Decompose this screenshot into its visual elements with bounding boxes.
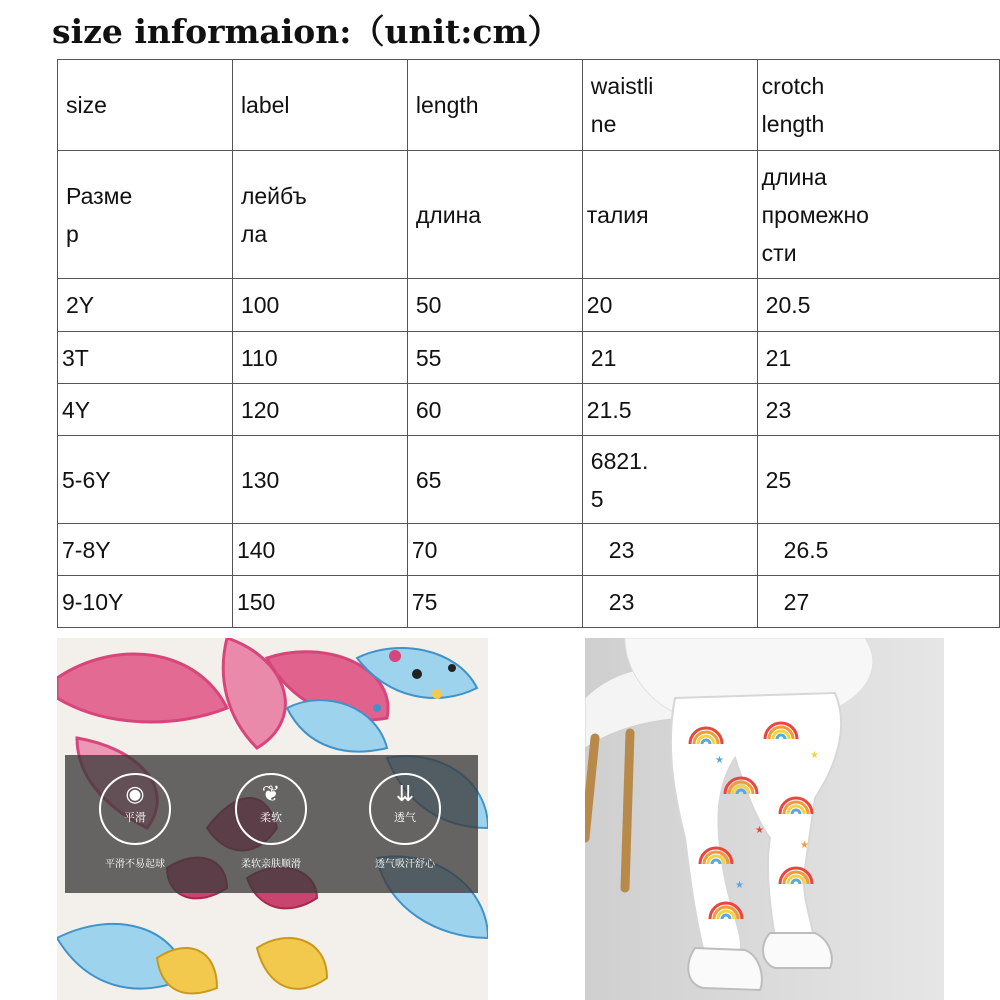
table-cell: 60 bbox=[407, 384, 582, 436]
table-row bbox=[58, 524, 1000, 576]
table-row bbox=[58, 576, 1000, 628]
model-leggings-illustration bbox=[585, 638, 944, 1000]
table-cell: 26.5 bbox=[757, 524, 999, 576]
table-header-cell: crotch length bbox=[757, 60, 999, 151]
table-header-cell: лейбъ ла bbox=[232, 151, 407, 279]
smooth-icon: ◉ bbox=[125, 781, 145, 806]
svg-text:★: ★ bbox=[810, 750, 819, 761]
table-cell: 70 bbox=[407, 524, 582, 576]
svg-text:★: ★ bbox=[755, 825, 764, 836]
table-header-cell: Разме р bbox=[58, 151, 233, 279]
table-cell: 21 bbox=[582, 332, 757, 384]
table-cell: 100 bbox=[232, 279, 407, 332]
table-cell: 130 bbox=[232, 436, 407, 524]
table-cell: 50 bbox=[407, 279, 582, 332]
table-cell: 5-6Y bbox=[58, 436, 233, 524]
table-header-cell: длина промежно сти bbox=[757, 151, 999, 279]
table-header-row-ru bbox=[58, 151, 1000, 279]
table-header-row-en bbox=[58, 60, 1000, 151]
table-header-cell: waistli ne bbox=[582, 60, 757, 151]
table-cell: 20.5 bbox=[757, 279, 999, 332]
table-cell: 110 bbox=[232, 332, 407, 384]
table-row bbox=[58, 384, 1000, 436]
table-header-cell: size bbox=[58, 60, 233, 151]
table-row bbox=[58, 279, 1000, 332]
table-cell: 140 bbox=[232, 524, 407, 576]
table-cell: 2Y bbox=[58, 279, 233, 332]
table-cell: 6821. 5 bbox=[582, 436, 757, 524]
table-cell: 27 bbox=[757, 576, 999, 628]
svg-text:★: ★ bbox=[735, 880, 744, 891]
svg-text:★: ★ bbox=[715, 755, 724, 766]
soft-leaf-icon: ❦ bbox=[261, 781, 281, 806]
breathable-icon: ⇊ bbox=[395, 781, 415, 806]
table-cell: 150 bbox=[232, 576, 407, 628]
table-cell: 25 bbox=[757, 436, 999, 524]
table-cell: 75 bbox=[407, 576, 582, 628]
table-cell: 9-10Y bbox=[58, 576, 233, 628]
table-cell: 7-8Y bbox=[58, 524, 233, 576]
table-cell: 4Y bbox=[58, 384, 233, 436]
page-title: size informaion:（unit:cm） bbox=[52, 12, 561, 51]
feature-overlay-band bbox=[65, 755, 478, 893]
table-cell: 65 bbox=[407, 436, 582, 524]
table-header-cell: длина bbox=[407, 151, 582, 279]
feature-smooth: ◉ 平滑 平滑不易起球 bbox=[75, 773, 195, 870]
size-table bbox=[57, 59, 1000, 628]
feature-soft: ❦ 柔软 柔软亲肤顺滑 bbox=[211, 773, 331, 870]
table-cell: 23 bbox=[582, 524, 757, 576]
table-header-cell: length bbox=[407, 60, 582, 151]
table-cell: 23 bbox=[757, 384, 999, 436]
table-header-cell: label bbox=[232, 60, 407, 151]
table-cell: 55 bbox=[407, 332, 582, 384]
table-cell: 21 bbox=[757, 332, 999, 384]
table-cell: 120 bbox=[232, 384, 407, 436]
model-photo bbox=[585, 638, 944, 1000]
fabric-closeup-photo bbox=[57, 638, 488, 1000]
feature-breathable: ⇊ 透气 透气吸汗舒心 bbox=[345, 773, 465, 870]
table-row bbox=[58, 436, 1000, 524]
table-cell: 3T bbox=[58, 332, 233, 384]
table-row bbox=[58, 332, 1000, 384]
table-cell: 21.5 bbox=[582, 384, 757, 436]
svg-text:★: ★ bbox=[800, 840, 809, 851]
table-header-cell: талия bbox=[582, 151, 757, 279]
table-cell: 23 bbox=[582, 576, 757, 628]
table-cell: 20 bbox=[582, 279, 757, 332]
